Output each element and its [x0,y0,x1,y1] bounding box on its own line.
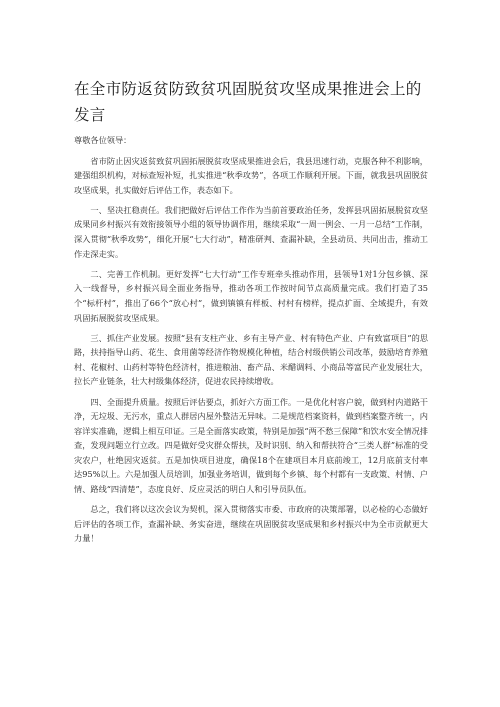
paragraph-quality: 四、全面提升质量。按照后评估要点，抓好六方面工作。一是优化村容户貌，做到村内道路干净，无垃圾、无污水，重点人群居内屋外整洁无异味。二是规范档案资料，做到档案整齐统一，内容详实准确，逻辑上相互印证。三是全面落实政策，特别是加强“两不愁三保障”和饮水安全情况排查，发现问题立行立改。四是做好受灾群众帮扶，及时识别、纳入和帮扶符合“三类人群”标准的受灾农户，杜绝因灾返贫。五是加快项目进度，确保18个在建项目本月底前竣工，12月底前支付率达95%以上。六是加强人员培训，加强业务培训，做到每个乡镇、每个村都有一支政策、村情、户情、路线“四清楚”，态度良好、反应灵活的明白人和引导员队伍。 [74,396,428,495]
document-title: 在全市防返贫防致贫巩固脱贫攻坚成果推进会上的发言 [74,80,422,124]
paragraph-intro: 省市防止因灾返贫致贫巩固拓展脱贫攻坚成果推进会后，我县迅速行动，克服各种不利影响，建强组织机构，对标查短补短，扎实推进“秋季攻势”，各项工作顺利开展。下面，就我县巩固脱贫攻坚成果，扎实做好后评估工作，表态如下。 [74,155,428,195]
paragraph-conclusion: 总之，我们将以这次会议为契机，深入贯彻落实市委、市政府的决策部署，以必检的心态做好后评估的各项工作，查漏补缺、务实奋进，继续在巩固脱贫攻坚成果和乡村振兴中为全市贡献更大力量！ [74,504,428,544]
greeting-line: 尊敬各位领导： [74,135,132,145]
paragraph-responsibility: 一、坚决扛稳责任。我们把做好后评估工作作为当前首要政治任务，发挥县巩固拓展脱贫攻坚成果同乡村振兴有效衔接领导小组的领导协调作用，继续采取“一周一例会、一月一总结”工作制，深入贯彻“秋季攻势”，细化开展“七大行动”，精准研判、查漏补缺，全县动员、共同出击，推动工作走深走实。 [74,204,428,259]
paragraph-industry: 三、抓住产业发展。按照“县有支柱产业、乡有主导产业、村有特色产业、户有致富项目”的思路，扶持指导山药、花生、食用菌等经济作物规模化种植，结合村级供销公司改革，鼓励培育养殖村、花椒村、山药村等特色经济村，推进粮油、畜产品、米醋调料、小商品等富民产业发展壮大，拉长产业链条，壮大村级集体经济，促进农民持续增收。 [74,332,428,387]
document-body [74,133,428,551]
paragraph-mechanism: 二、完善工作机制。更好发挥“七大行动”工作专班牵头推动作用，县领导1对1分包乡镇、深入一线督导，乡村振兴局全面业务指导，推动各项工作按时间节点高质量完成。我们打造了35个“标杆村”，推出了66个“放心村”，做到镇镇有样板、村村有榜样，提点扩面、全域提升，有效巩固拓展脱贫攻坚成果。 [74,268,428,323]
